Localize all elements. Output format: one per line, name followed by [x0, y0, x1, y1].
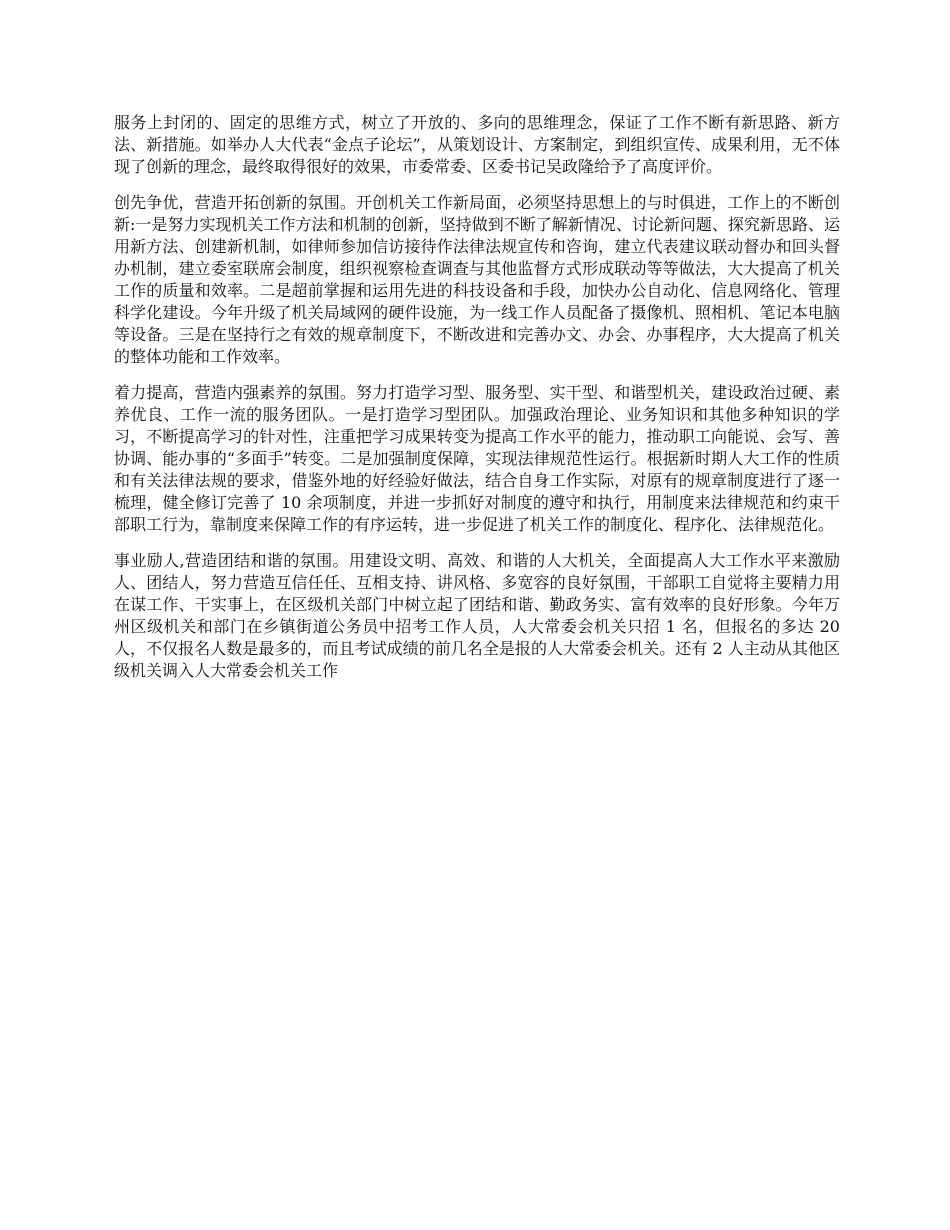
paragraph: 着力提高，营造内强素养的氛围。努力打造学习型、服务型、实干型、和谐型机关，建设政治过硬、素养优良、工作一流的服务团队。一是打造学习型团队。加强政治理论、业务知识和其他多种知识的学习，不断提高学习的针对性，注重把学习成果转变为提高工作水平的能力，推动职工向能说、会写、善协调、能办事的“多面手”转变。二是加强制度保障，实现法律规范性运行。根据新时期人大工作的性质和有关法律法规的要求，借鉴外地的好经验好做法，结合自身工作实际，对原有的规章制度进行了逐一梳理，健全修订完善了 10 余项制度，并进一步抓好对制度的遵守和执行，用制度来法律规范和约束干部职工行为，靠制度来保障工作的有序运转，进一步促进了机关工作的制度化、程序化、法律规范化。 [114, 383, 840, 534]
paragraph: 服务上封闭的、固定的思维方式，树立了开放的、多向的思维理念，保证了工作不断有新思路、新方法、新措施。如举办人大代表“金点子论坛”，从策划设计、方案制定，到组织宣传、成果利用，无不体现了创新的理念，最终取得很好的效果，市委常委、区委书记吴政隆给予了高度评价。 [114, 113, 840, 176]
document-body [114, 112, 840, 696]
paragraph: 创先争优，营造开拓创新的氛围。开创机关工作新局面，必须坚持思想上的与时俱进，工作上的不断创新:一是努力实现机关工作方法和机制的创新，坚持做到不断了解新情况、讨论新问题、探究新思路、运用新方法、创建新机制，如律师参加信访接待作法律法规宣传和咨询，建立代表建议联动督办和回头督办机制，建立委室联席会制度，组织视察检查调查与其他监督方式形成联动等等做法，大大提高了机关工作的质量和效率。二是超前掌握和运用先进的科技设备和手段，加快办公自动化、信息网络化、管理科学化建设。今年升级了机关局域网的硬件设施，为一线工作人员配备了摄像机、照相机、笔记本电脑等设备。三是在坚持行之有效的规章制度下，不断改进和完善办文、办会、办事程序，大大提高了机关的整体功能和工作效率。 [114, 193, 840, 366]
paragraph: 事业励人,营造团结和谐的氛围。用建设文明、高效、和谐的人大机关，全面提高人大工作水平来激励人、团结人，努力营造互信任任、互相支持、讲风格、多宽容的良好氛围，干部职工自觉将主要精力用在谋工作、干实事上，在区级机关部门中树立起了团结和谐、勤政务实、富有效率的良好形象。今年万州区级机关和部门在乡镇街道公务员中招考工作人员，人大常委会机关只招 1 名，但报名的多达 20 人，不仅报名人数是最多的，而且考试成绩的前几名全是报的人大常委会机关。还有 2 人主动从其他区级机关调入人大常委会机关工作 [114, 551, 840, 680]
